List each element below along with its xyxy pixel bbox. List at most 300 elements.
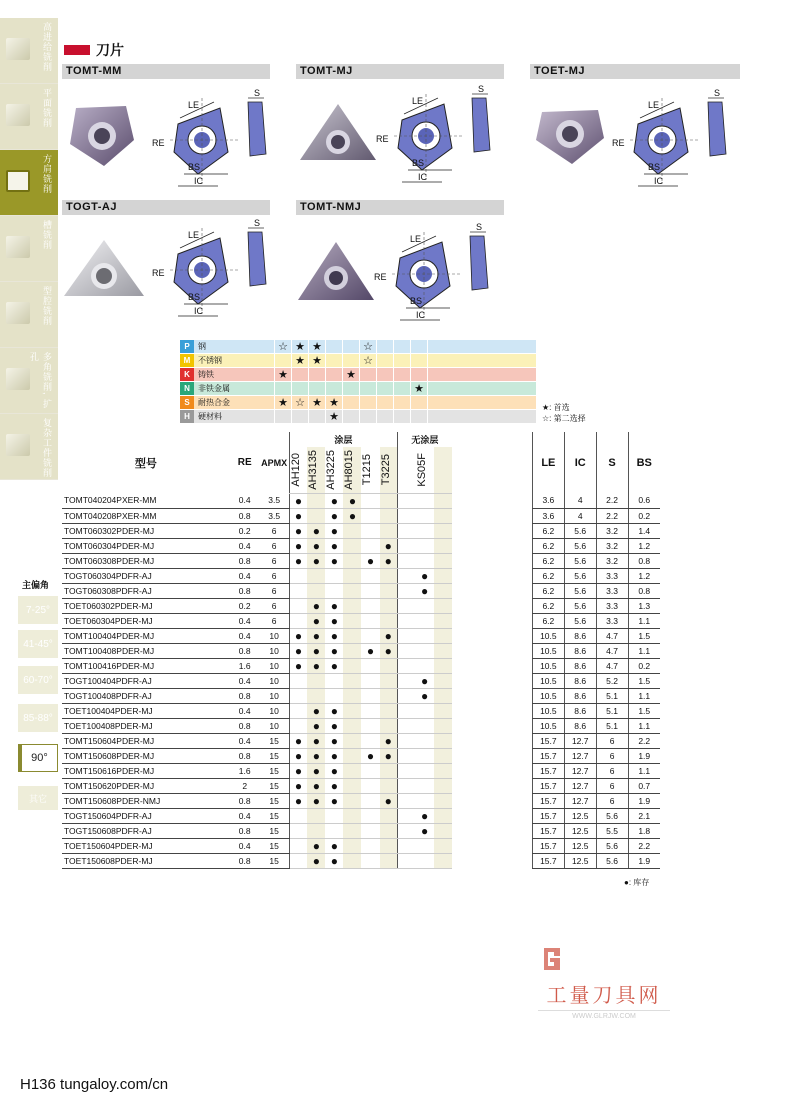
legend-mark: ★ <box>325 396 342 409</box>
grade-stock-mark <box>343 598 361 613</box>
dim-cell-le: 10.5 <box>532 718 564 733</box>
dim-cell-ic: 4 <box>564 508 596 523</box>
sidebar-item-1[interactable] <box>0 84 58 150</box>
grade-stock-mark-uncoated <box>416 538 434 553</box>
table-row <box>62 718 660 733</box>
grade-stock-mark <box>361 658 379 673</box>
grade-stock-mark-uncoated <box>416 748 434 763</box>
grade-stock-mark: ● <box>289 628 307 643</box>
dim-cell-s: 5.1 <box>596 718 628 733</box>
diagram-label-le: LE <box>188 230 200 240</box>
dim-cell-ic: 5.6 <box>564 598 596 613</box>
dim-cell-ic: 5.6 <box>564 568 596 583</box>
model-cell: TOMT040208PXER-MM <box>62 508 230 523</box>
grade-stock-mark: ● <box>325 553 343 568</box>
legend-mark <box>410 340 427 353</box>
apmx-header: APMX <box>261 457 288 468</box>
dim-cell-ic: 12.5 <box>564 838 596 853</box>
legend-mark <box>359 410 376 423</box>
dim-cell-bs: 1.5 <box>628 673 660 688</box>
grade-stock-mark <box>343 823 361 838</box>
grade-stock-mark <box>343 793 361 808</box>
dim-cell-ic: 12.7 <box>564 748 596 763</box>
diagram-label-s: S <box>254 88 261 98</box>
dim-cell-s: 6 <box>596 778 628 793</box>
grade-stock-mark: ● <box>307 658 325 673</box>
dim-cell-s: 6 <box>596 733 628 748</box>
diagram-label-re: RE <box>376 134 389 144</box>
dim-cell-le: 3.6 <box>532 493 564 508</box>
diagram-label-bs: BS <box>412 158 425 168</box>
sidebar-item-3[interactable] <box>0 216 58 282</box>
legend-mark: ★ <box>291 340 308 353</box>
grade-stock-mark <box>380 823 398 838</box>
dim-cell-s: 3.3 <box>596 613 628 628</box>
dim-cell-s: 5.6 <box>596 838 628 853</box>
model-cell: TOMT060304PDER-MJ <box>62 538 230 553</box>
legend-row-h <box>180 410 536 424</box>
grade-stock-mark <box>380 568 398 583</box>
grade-stock-mark-uncoated <box>416 778 434 793</box>
legend-mark <box>393 382 410 395</box>
grade-stock-mark <box>343 658 361 673</box>
legend-mark <box>393 410 410 423</box>
dim-cell-bs: 2.1 <box>628 808 660 823</box>
table-row <box>62 838 660 853</box>
grade-stock-mark: ● <box>307 598 325 613</box>
grade-stock-mark: ● <box>361 553 379 568</box>
apmx-cell: 15 <box>260 823 290 838</box>
diagram-label-ic: IC <box>416 310 425 320</box>
grade-stock-mark: ● <box>289 643 307 658</box>
apmx-cell: 6 <box>260 598 290 613</box>
apmx-cell: 3.5 <box>260 508 290 523</box>
legend-mark: ☆ <box>359 340 376 353</box>
dim-cell-bs: 1.1 <box>628 643 660 658</box>
grade-stock-mark <box>325 673 343 688</box>
grade-stock-mark <box>343 733 361 748</box>
grade-stock-mark-uncoated: ● <box>416 673 434 688</box>
dim-cell-ic: 5.6 <box>564 583 596 598</box>
grade-stock-mark <box>361 703 379 718</box>
logo-name: 工量刀具网 <box>546 983 662 1007</box>
product-title-tomt-nmj: TOMT-NMJ <box>296 200 504 215</box>
dim-cell-s: 6 <box>596 748 628 763</box>
angle-tab-other[interactable]: 其它 <box>18 786 58 810</box>
grade-stock-mark: ● <box>307 553 325 568</box>
apmx-cell: 15 <box>260 733 290 748</box>
dim-cell-ic: 5.6 <box>564 553 596 568</box>
dim-cell-s: 2.2 <box>596 508 628 523</box>
re-cell: 0.8 <box>230 583 260 598</box>
grade-stock-mark <box>361 538 379 553</box>
page-footer <box>20 1076 168 1093</box>
angle-tab-1[interactable]: 41-45° <box>18 630 58 658</box>
table-row <box>62 778 660 793</box>
re-cell: 0.8 <box>230 508 260 523</box>
grade-stock-mark <box>380 598 398 613</box>
dim-cell-le: 10.5 <box>532 628 564 643</box>
grade-stock-mark <box>343 703 361 718</box>
grade-stock-mark <box>380 583 398 598</box>
legend-mark <box>393 368 410 381</box>
model-cell: TOMT060302PDER-MJ <box>62 523 230 538</box>
grade-stock-mark <box>361 568 379 583</box>
legend-mark <box>342 410 359 423</box>
legend-mark <box>410 396 427 409</box>
grade-stock-mark <box>361 718 379 733</box>
legend-mark <box>291 382 308 395</box>
grade-stock-mark <box>361 808 379 823</box>
model-cell: TOET150604PDER-MJ <box>62 838 230 853</box>
dim-cell-ic: 4 <box>564 493 596 508</box>
legend-mark <box>342 382 359 395</box>
sidebar-item-label: 高进给铣削 <box>42 22 52 72</box>
sidebar-item-4[interactable] <box>0 282 58 348</box>
dim-cell-ic: 12.7 <box>564 733 596 748</box>
grade-stock-mark: ● <box>307 643 325 658</box>
grade-stock-mark <box>289 568 307 583</box>
model-cell: TOGT100408PDFR-AJ <box>62 688 230 703</box>
legend-mark: ★ <box>274 368 291 381</box>
model-cell: TOGT060308PDFR-AJ <box>62 583 230 598</box>
re-cell: 1.6 <box>230 658 260 673</box>
dim-cell-le: 15.7 <box>532 808 564 823</box>
dim-cell-le: 10.5 <box>532 658 564 673</box>
table-row <box>62 658 660 673</box>
model-cell: TOMT150604PDER-MJ <box>62 733 230 748</box>
legend-mark <box>410 410 427 423</box>
grade-stock-mark <box>307 493 325 508</box>
dim-header-s: S <box>596 432 628 493</box>
legend-row-p <box>180 340 536 354</box>
model-cell: TOMT150608PDER-NMJ <box>62 793 230 808</box>
table-row <box>62 733 660 748</box>
dim-header-le: LE <box>532 432 564 493</box>
diagram-label-bs: BS <box>410 296 423 306</box>
legend-mark: ★ <box>308 354 325 367</box>
model-cell: TOGT100404PDFR-AJ <box>62 673 230 688</box>
material-name: 非铁金属 <box>198 384 230 393</box>
apmx-cell: 6 <box>260 568 290 583</box>
dim-cell-s: 2.2 <box>596 493 628 508</box>
diagram-label-s: S <box>714 88 721 98</box>
legend-mark <box>427 354 444 367</box>
table-row <box>62 823 660 838</box>
apmx-cell: 15 <box>260 793 290 808</box>
apmx-cell: 15 <box>260 808 290 823</box>
dim-cell-le: 15.7 <box>532 778 564 793</box>
table-row <box>62 763 660 778</box>
legend-mark <box>342 396 359 409</box>
grade-stock-mark: ● <box>325 838 343 853</box>
dim-cell-s: 5.1 <box>596 688 628 703</box>
grade-stock-mark: ● <box>343 508 361 523</box>
material-name: 钢 <box>198 342 206 351</box>
apmx-cell: 15 <box>260 763 290 778</box>
legend-mark <box>274 410 291 423</box>
insert-photo-toet-mj <box>532 102 608 172</box>
dim-cell-s: 3.3 <box>596 568 628 583</box>
re-cell: 0.8 <box>230 823 260 838</box>
diagram-label-ic: IC <box>654 176 663 186</box>
legend-row-n <box>180 382 536 396</box>
grade-stock-mark: ● <box>325 703 343 718</box>
grade-stock-mark: ● <box>289 493 307 508</box>
model-cell: TOET060304PDER-MJ <box>62 613 230 628</box>
dim-cell-le: 15.7 <box>532 838 564 853</box>
grade-legend <box>180 340 536 424</box>
grade-stock-mark <box>380 838 398 853</box>
dim-cell-bs: 2.2 <box>628 838 660 853</box>
legend-mark <box>325 354 342 367</box>
dim-cell-bs: 1.9 <box>628 853 660 868</box>
grade-stock-mark: ● <box>325 748 343 763</box>
table-row <box>62 538 660 553</box>
page-number: H136 <box>20 1076 56 1093</box>
apmx-cell: 15 <box>260 853 290 868</box>
dim-header-ic: IC <box>564 432 596 493</box>
dim-cell-le: 15.7 <box>532 733 564 748</box>
sidebar-item-label: 槽铣削 <box>42 220 52 250</box>
legend-mark: ★ <box>325 410 342 423</box>
grade-stock-mark <box>325 823 343 838</box>
legend-mark <box>376 368 393 381</box>
grade-stock-mark <box>361 688 379 703</box>
grade-stock-mark <box>361 733 379 748</box>
legend-mark <box>376 340 393 353</box>
grade-stock-mark: ● <box>307 838 325 853</box>
legend-mark <box>342 340 359 353</box>
category-thumbnail-icon <box>6 302 30 324</box>
grade-stock-mark <box>289 673 307 688</box>
grade-stock-mark <box>361 838 379 853</box>
angle-title: 主偏角 <box>22 580 50 590</box>
grade-stock-mark <box>361 598 379 613</box>
dim-cell-bs: 0.8 <box>628 553 660 568</box>
model-cell: TOMT100408PDER-MJ <box>62 643 230 658</box>
dim-cell-ic: 8.6 <box>564 673 596 688</box>
grade-stock-mark <box>289 823 307 838</box>
legend-mark <box>427 340 444 353</box>
grade-stock-mark <box>325 568 343 583</box>
table-row <box>62 853 660 868</box>
dim-cell-bs: 1.1 <box>628 763 660 778</box>
apmx-cell: 6 <box>260 538 290 553</box>
sidebar-item-label: 多角铣削, 扩孔 <box>29 352 52 410</box>
angle-tab-4[interactable]: 90° <box>18 744 58 772</box>
legend-mark <box>376 410 393 423</box>
category-thumbnail-icon <box>6 236 30 258</box>
grade-stock-mark-uncoated <box>416 493 434 508</box>
table-row <box>62 643 660 658</box>
insert-photo-tomt-mj <box>298 100 378 170</box>
dim-cell-ic: 12.5 <box>564 853 596 868</box>
legend-mark <box>308 382 325 395</box>
insert-photo-togt-aj <box>62 236 146 306</box>
apmx-cell: 10 <box>260 628 290 643</box>
legend-mark: ★ <box>342 368 359 381</box>
re-header: RE <box>237 457 252 468</box>
grade-stock-mark: ● <box>325 793 343 808</box>
dim-cell-s: 5.6 <box>596 808 628 823</box>
model-cell: TOGT060304PDFR-AJ <box>62 568 230 583</box>
grade-stock-mark: ● <box>289 748 307 763</box>
grade-stock-mark: ● <box>325 853 343 868</box>
table-row <box>62 748 660 763</box>
legend-mark <box>342 354 359 367</box>
grade-stock-mark: ● <box>343 493 361 508</box>
grade-stock-mark: ● <box>289 538 307 553</box>
dim-cell-ic: 12.5 <box>564 823 596 838</box>
grade-stock-mark <box>289 703 307 718</box>
dim-cell-bs: 1.9 <box>628 793 660 808</box>
sidebar-item-2[interactable] <box>0 150 58 216</box>
grade-stock-mark-uncoated <box>416 643 434 658</box>
legend-mark <box>393 340 410 353</box>
grade-stock-mark <box>380 613 398 628</box>
diagram-label-s: S <box>476 222 483 232</box>
grade-stock-mark <box>380 718 398 733</box>
dim-cell-bs: 1.9 <box>628 748 660 763</box>
grade-stock-mark: ● <box>307 613 325 628</box>
dim-cell-ic: 5.6 <box>564 538 596 553</box>
table-row <box>62 703 660 718</box>
dim-cell-bs: 0.6 <box>628 493 660 508</box>
table-row <box>62 523 660 538</box>
sidebar-item-6[interactable] <box>0 414 58 480</box>
grade-stock-mark <box>289 853 307 868</box>
grade-stock-mark <box>325 808 343 823</box>
material-key: K <box>180 368 194 381</box>
grade-stock-mark <box>361 793 379 808</box>
diagram-label-s: S <box>254 218 261 228</box>
grade-stock-mark <box>307 583 325 598</box>
dim-cell-s: 3.2 <box>596 538 628 553</box>
legend-mark <box>325 368 342 381</box>
grade-stock-mark <box>343 613 361 628</box>
legend-mark <box>291 368 308 381</box>
re-cell: 0.8 <box>230 553 260 568</box>
re-cell: 0.4 <box>230 703 260 718</box>
model-cell: TOMT060308PDER-MJ <box>62 553 230 568</box>
angle-tab-3[interactable]: 85-88° <box>18 704 58 732</box>
dim-cell-le: 15.7 <box>532 763 564 778</box>
dim-cell-bs: 2.2 <box>628 733 660 748</box>
legend-mark <box>359 396 376 409</box>
table-row <box>62 613 660 628</box>
sidebar-item-5[interactable] <box>0 348 58 414</box>
grade-stock-mark <box>307 508 325 523</box>
grade-stock-mark <box>289 688 307 703</box>
re-cell: 0.4 <box>230 538 260 553</box>
legend-row-m <box>180 354 536 368</box>
legend-mark: ★ <box>410 382 427 395</box>
diagram-label-ic: IC <box>194 176 203 186</box>
apmx-cell: 10 <box>260 673 290 688</box>
insert-diagram-0 <box>150 88 278 199</box>
grade-stock-mark <box>289 583 307 598</box>
grade-stock-mark-uncoated <box>416 793 434 808</box>
table-row <box>62 628 660 643</box>
grade-stock-mark <box>343 628 361 643</box>
grade-stock-mark <box>343 763 361 778</box>
insert-diagram-1 <box>374 84 502 195</box>
grade-stock-mark: ● <box>325 538 343 553</box>
star-note-first: ★: 首选 <box>542 403 570 412</box>
legend-mark: ☆ <box>291 396 308 409</box>
apmx-cell: 6 <box>260 523 290 538</box>
dim-cell-le: 6.2 <box>532 568 564 583</box>
watermark-logo <box>538 944 670 1020</box>
grade-stock-mark-uncoated <box>416 703 434 718</box>
legend-mark <box>376 382 393 395</box>
sidebar-item-0[interactable] <box>0 18 58 84</box>
dim-cell-le: 3.6 <box>532 508 564 523</box>
model-cell: TOMT100416PDER-MJ <box>62 658 230 673</box>
site-link[interactable]: tungaloy.com/cn <box>60 1076 169 1093</box>
grade-stock-mark: ● <box>289 793 307 808</box>
grade-stock-mark: ● <box>307 748 325 763</box>
re-cell: 0.4 <box>230 568 260 583</box>
dim-cell-s: 5.2 <box>596 673 628 688</box>
category-thumbnail-icon <box>6 104 30 126</box>
grade-stock-mark <box>343 568 361 583</box>
category-sidebar <box>0 18 58 480</box>
grade-stock-mark <box>289 598 307 613</box>
sidebar-item-label: 复杂工件铣削 <box>42 418 52 478</box>
material-name: 耐热合金 <box>198 398 230 407</box>
re-cell: 0.8 <box>230 853 260 868</box>
legend-row-s <box>180 396 536 410</box>
angle-tab-0[interactable]: 7-25° <box>18 596 58 624</box>
grade-stock-mark: ● <box>307 703 325 718</box>
grade-stock-mark: ● <box>325 628 343 643</box>
table-row <box>62 598 660 613</box>
grade-stock-mark <box>307 673 325 688</box>
dim-cell-ic: 12.7 <box>564 778 596 793</box>
grade-stock-mark <box>361 853 379 868</box>
dim-cell-ic: 8.6 <box>564 643 596 658</box>
coated-header: 涂层 <box>289 432 397 447</box>
dim-cell-le: 10.5 <box>532 643 564 658</box>
diagram-label-re: RE <box>612 138 625 148</box>
dim-header-bs: BS <box>628 432 660 493</box>
dim-cell-s: 3.2 <box>596 523 628 538</box>
legend-mark: ☆ <box>274 340 291 353</box>
grade-stock-mark <box>361 778 379 793</box>
re-cell: 0.8 <box>230 718 260 733</box>
grade-stock-mark <box>380 703 398 718</box>
dim-cell-le: 6.2 <box>532 553 564 568</box>
legend-mark <box>427 382 444 395</box>
grade-stock-mark <box>380 673 398 688</box>
grade-stock-mark <box>343 853 361 868</box>
table-row <box>62 673 660 688</box>
dim-cell-le: 6.2 <box>532 538 564 553</box>
legend-mark <box>291 410 308 423</box>
table-row <box>62 553 660 568</box>
material-key: P <box>180 340 194 353</box>
category-thumbnail-icon <box>6 38 30 60</box>
grade-stock-mark: ● <box>380 748 398 763</box>
grade-stock-mark: ● <box>361 748 379 763</box>
grade-stock-mark <box>380 493 398 508</box>
grade-stock-mark: ● <box>325 643 343 658</box>
grade-header: AH3225 <box>325 449 338 490</box>
grade-stock-mark: ● <box>325 658 343 673</box>
angle-tab-2[interactable]: 60-70° <box>18 666 58 694</box>
